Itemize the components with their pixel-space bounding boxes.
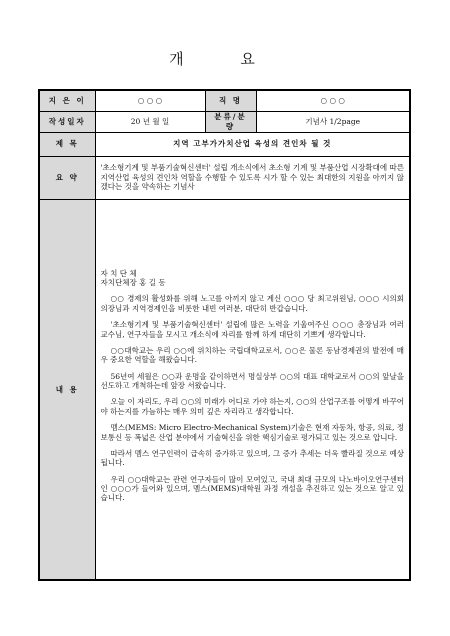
content-paragraph: ○○ 경제의 활성화를 위해 노고를 아끼지 않고 계신 ○○○ 당 최고위원님, ○○○ 시의회 의장님과 지역경제인을 비롯한 내빈 여러분, 대단히 반갑습니다. (100, 294, 404, 313)
content-body (95, 199, 410, 580)
position-label: 직 명 (205, 90, 256, 111)
summary-value: '초소형기계 및 부품기술혁신센터' 설립 개소식에서 초소형 기계 및 부품산업 시장확대에 따른 지역산업 육성의 견인차 역할을 수행할 수 있도록 시가 할 수 있는 최대한의 지원을 아끼지 않겠다는 것을 약속하는 기념사 (95, 156, 410, 199)
author-value: ○ ○ ○ (95, 90, 205, 111)
category-value: 기념사 1/2page (256, 111, 410, 132)
content-paragraph: 오늘 이 자리도, 우리 ○○의 미래가 어디로 가야 하는지, ○○의 산업구조를 어떻게 바꾸어야 하는지를 가늠하는 매우 의미 깊은 자리라고 생각합니다. (100, 397, 404, 416)
content-paragraph: 멤스(MEMS: Micro Electro-Mechanical System)기술은 현재 자동차, 항공, 의료, 정보통신 등 폭넓은 산업 분야에서 기술혁신을 위한 핵심기술로 평가되고 있는 것으로 압니다. (100, 423, 404, 442)
content-paragraph: 56년여 세월은 ○○과 운명을 같이하면서 명실상부 ○○의 대표 대학교로서 ○○의 앞날을 선도하고 개척하는데 앞장 서왔습니다. (100, 371, 404, 391)
subject-value: 지역 고부가가치산업 육성의 견인차 될 것 (95, 132, 410, 156)
date-label: 작성일자 (39, 111, 95, 132)
summary-label: 요 약 (39, 156, 95, 199)
memo-form (38, 89, 411, 581)
position-value: ○ ○ ○ (256, 90, 410, 111)
content-paragraph: 자 치 단 체 (100, 268, 137, 278)
subject-label: 제 목 (39, 132, 95, 156)
content-paragraph: 따라서 멤스 연구인력이 급속히 증가하고 있으며, 그 증가 추세는 더욱 빨라질 것으로 예상됩니다. (100, 448, 404, 468)
content-paragraph: '초소형기계 및 부품기술혁신센터' 설립에 많은 노력을 기울여주신 ○○○ 총장님과 여러 교수님, 연구자들을 모시고 개소식에 자리를 함께 하게 대단히 기쁘게 생각합니다. (100, 320, 404, 339)
date-value: 20 년 월 일 (95, 111, 205, 132)
author-label: 지 은 이 (39, 90, 95, 111)
category-label: 분류/분량 (205, 111, 256, 132)
content-label: 내 용 (39, 199, 95, 580)
content-paragraph: 자치단체장 홍 길 동 (100, 278, 166, 288)
content-paragraph: 우리 ○○대학교는 관련 연구자들이 많이 모여있고, 국내 최대 규모의 나노바이오연구센터인 ○○○가 들어와 있으며, 멤스(MEMS)대학원 과정 개설을 추진하고 있는 것으로 알고 있습니다. (100, 474, 404, 503)
content-paragraph: ○○대학교는 우리 ○○에 위치하는 국립대학교로서, ○○은 물론 동남경제권의 발전에 매우 중요한 역할을 해왔습니다. (100, 345, 404, 365)
page-title: 개 요 (169, 50, 281, 68)
